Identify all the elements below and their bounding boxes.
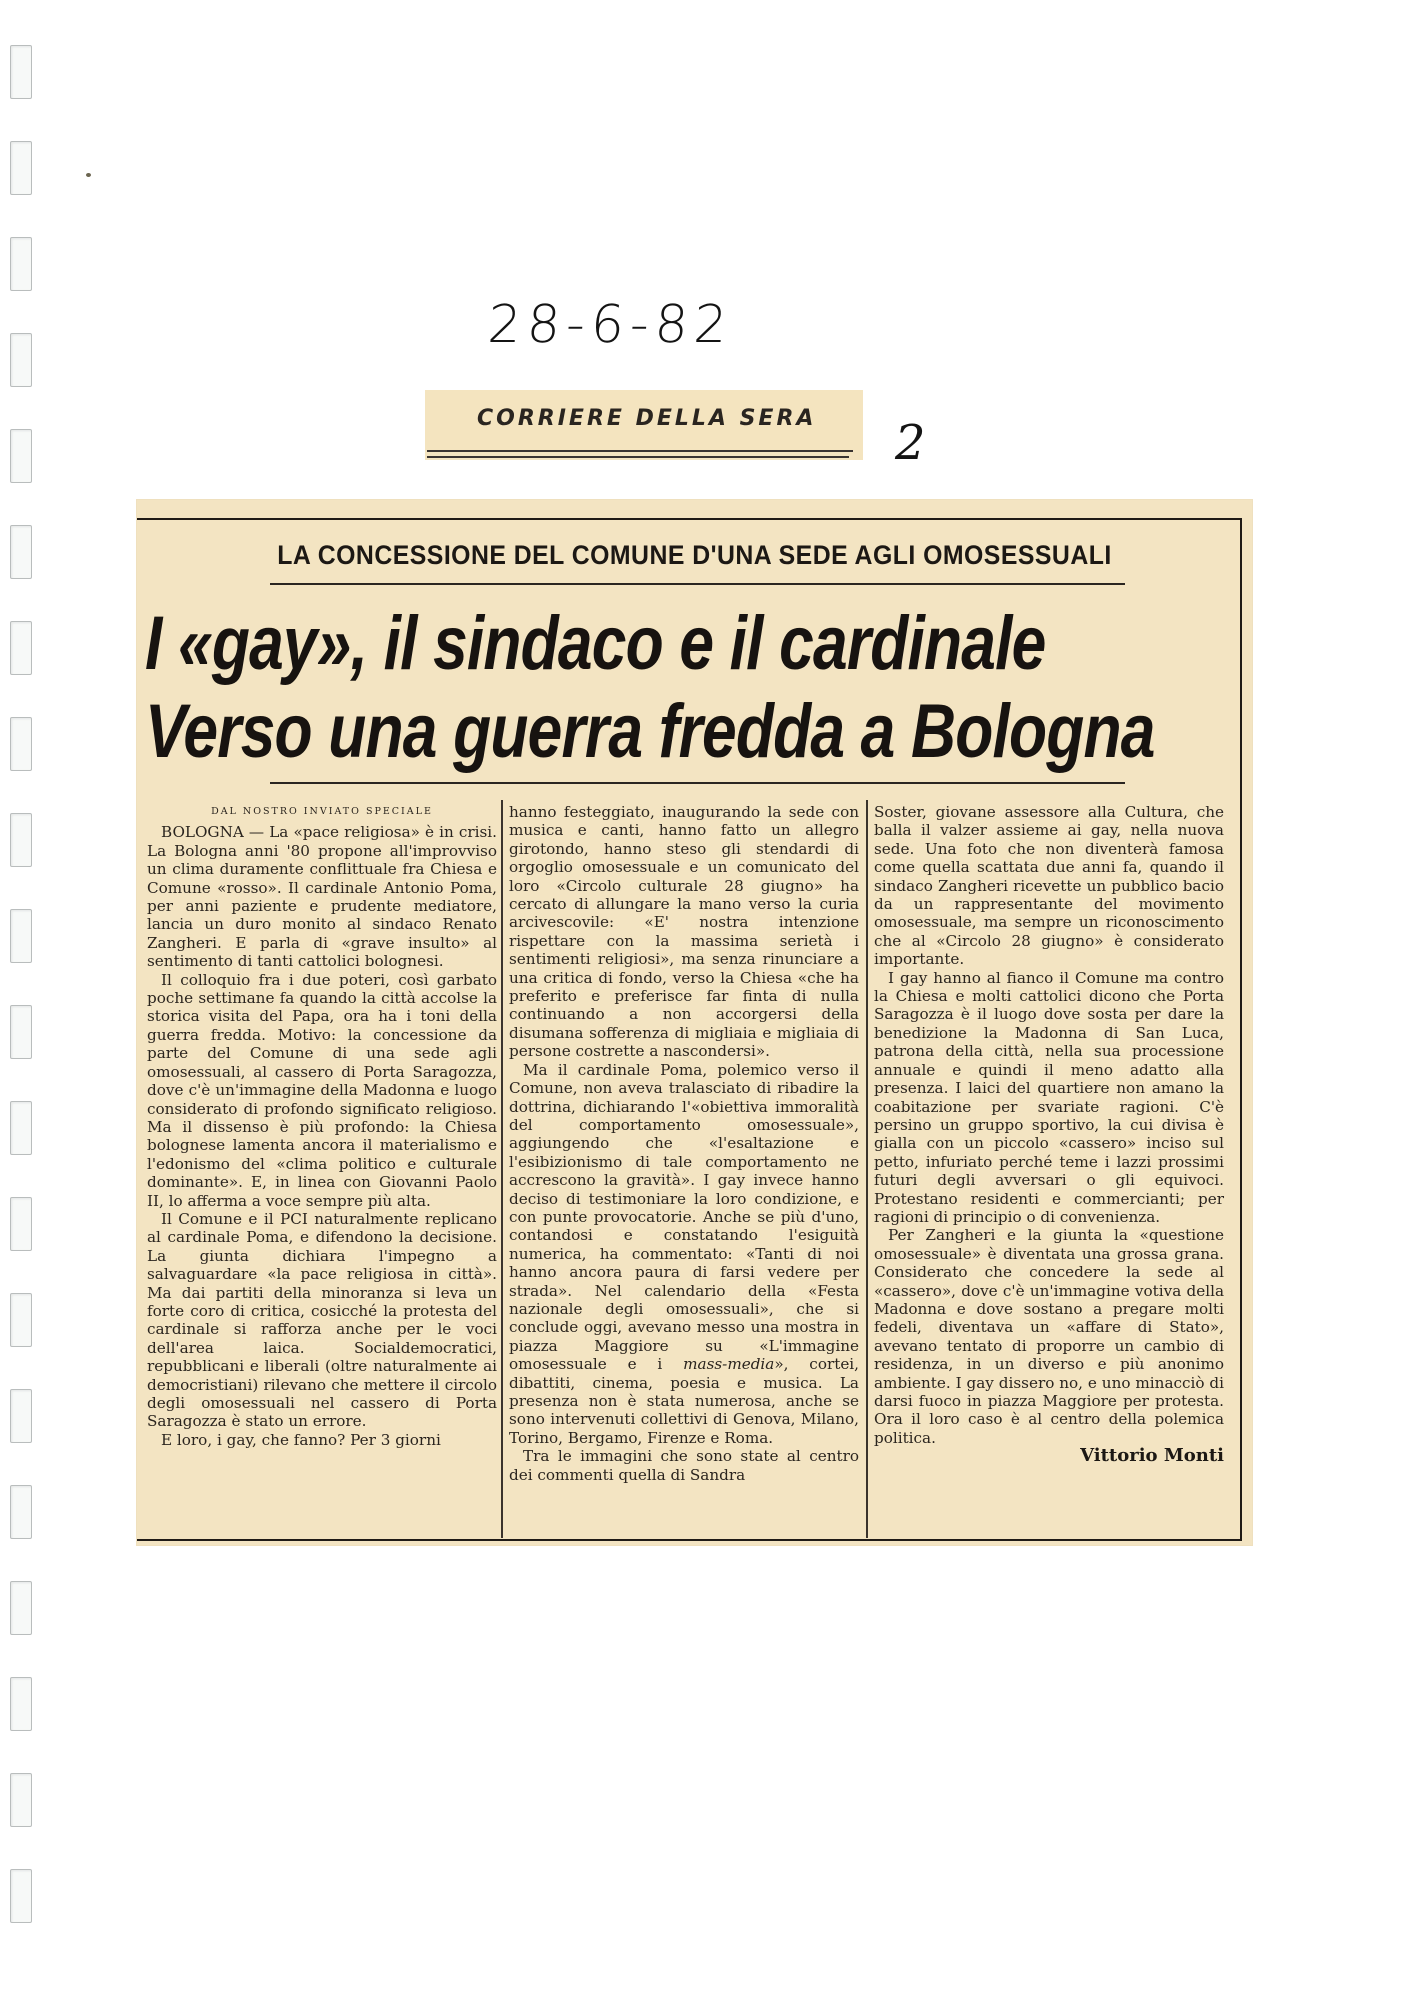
article-clipping [137,500,1252,1545]
newspaper-name: CORRIERE DELLA SERA [477,406,817,431]
article-column-3 [874,803,1224,1466]
handwritten-date: 28-6-82 [485,295,736,355]
paragraph: I gay hanno al fianco il Comune ma contro la Chiesa e molti cattolici dicono che Porta Saragozza è il luogo dove sosta per dare la benedizione la Madonna di San Luca, patrona della città, nella sua processione annuale e quindi il meno adatto alla presenza. I laici del quartiere non amano la coabitazione per svariate ragioni. C'è persino un gruppo sportivo, la cui divisa è gialla con un piccolo «cassero» inciso sul petto, infuriato perché teme i lazzi prossimi futuri degli avversari o gli equivoci. Protestano residenti e commercianti; per ragioni di principio o di convenienza. [874,968,1224,1226]
italic-term: mass-media [683,1355,775,1374]
binder-hole [10,45,32,99]
binder-hole [10,621,32,675]
binder-hole [10,141,32,195]
paragraph: E loro, i gay, che fanno? Per 3 giorni [161,1430,441,1449]
paragraph: Il Comune e il PCI naturalmente replicano al cardinale Poma, e difendono la decisione. La giunta dichiara l'impegno a salvaguardare «la pace religiosa in città». Ma dai partiti della minoranza si leva un forte coro di critica, cosicché la protesta del cardinale si rafforza anche per le voci dell'area laica. Socialdemocratici, repubblicani e liberali (oltre naturalmente ai democristiani) rilevano che mettere il circolo degli omosessuali nel cassero di Porta Saragozza è stato un errore. [147,1209,497,1431]
author-signature: Vittorio Monti [1080,1445,1224,1467]
headline-rule [270,782,1125,784]
headline-line-2: Verso una guerra fredda a Bologna [145,689,1155,774]
binder-hole [10,1101,32,1155]
binder-hole [10,1485,32,1539]
column-separator [501,800,503,1538]
paragraph: Per Zangheri e la giunta la «questione omosessuale» è diventata una grossa grana. Considerato che concedere la sede al «cassero», dove c'è un'immagine votiva della Madonna e dove sostano a pregare molti fedeli, diventava un «affare di Stato», avevano tentato di proporre un cambio di residenza, in un diverso e più anonimo ambiente. I gay dissero no, e uno minacciò di darsi fuoco in piazza Maggiore per protesta. Ora il loro caso è al centro della polemica politica. [874,1226,1224,1447]
frame-border [137,1539,1242,1541]
paragraph: Tra le immagini che sono state al centro dei commenti quella di Sandra [509,1447,859,1484]
masthead-clipping [425,390,863,460]
binder-hole [10,1773,32,1827]
handwritten-page-number: 2 [895,415,926,471]
binder-hole [10,813,32,867]
masthead-rule [427,450,853,452]
binder-hole [10,525,32,579]
paragraph: Il colloquio fra i due poteri, così garbato poche settimane fa quando la città accolse la storica visita del Papa, ora ha i toni della guerra fredda. Motivo: la concessione da parte del Comune di una sede agli omosessuali, al cassero di Porta Saragozza, dove c'è un'immagine della Madonna e luogo considerato di profondo significato religioso. Ma il dissenso è più profondo: la Chiesa bolognese lamenta ancora il materialismo e l'edonismo del «clima politico e culturale dominante». E, in linea con Giovanni Paolo II, lo afferma a voce sempre più alta. [147,970,497,1210]
binder-hole [10,1293,32,1347]
binder-hole [10,1389,32,1443]
binder-hole [10,717,32,771]
dateline: BOLOGNA — [161,823,265,842]
binder-hole [10,1197,32,1251]
article-column-2 [509,803,859,1484]
headline-line-1: I «gay», il sindaco e il cardinale [145,601,1046,686]
column-separator [866,800,868,1538]
binder-hole [10,1677,32,1731]
article-headline [145,600,1155,776]
article-column-1 [147,803,497,1449]
paragraph: Ma il cardinale Poma, polemico verso il Comune, non aveva tralasciato di ribadire la dottrina, dichiarando l'«obiettiva immoralità del comportamento omosessuale», aggiungendo che «l'esaltazione e l'esibizionismo di tale comportamento ne accrescono la gravità». I gay invece hanno deciso di testimoniare la loro condizione, e con punte provocatorie. Anche se più d'uno, contandosi e constatando l'esiguità numerica, ha commentato: «Tanti di noi hanno ancora paura di farsi vedere per strada». Nel calendario della «Festa nazionale degli omosessuali», che si conclude oggi, avevano messo una mostra in piazza Maggiore su «L'immagine omosessuale e i mass-media», cortei, dibattiti, cinema, poesia e musica. La presenza non è stata numerosa, anche se sono intervenuti collettivi di Genova, Milano, Torino, Bergamo, Firenze e Roma. [509,1060,859,1447]
binder-hole [10,237,32,291]
binder-hole [10,429,32,483]
paragraph: Soster, giovane assessore alla Cultura, che balla il valzer assieme ai gay, nella nuova sede. Una foto che non diventerà famosa come quella scattata due anni fa, quando il sindaco Zangheri ricevette un pubblico bacio da un rappresentante del movimento omosessuale, ma sempre un riconoscimento che al «Circolo 28 giugno» è considerato importante. [874,803,1224,969]
binder-hole [10,1005,32,1059]
binder-hole [10,333,32,387]
masthead-rule [427,456,849,458]
paragraph: hanno festeggiato, inaugurando la sede con musica e canti, hanno fatto un allegro girotondo, hanno steso gli stendardi di orgoglio omosessuale e un comunicato del loro «Circolo culturale 28 giugno» ha cercato di allungare la mano verso la curia arcivescovile: «E' nostra intenzione rispettare con la massima serietà i sentimenti religiosi», ma senza rinunciare a una critica di fondo, verso la Chiesa «che ha preferito e preferisce far finta di nulla continuando a non accorgersi della disumana sofferenza di migliaia e migliaia di persone costrette a nascondersi». [509,803,859,1061]
binder-hole [10,1581,32,1635]
binder-hole [10,909,32,963]
kicker-rule [270,583,1125,585]
frame-border [137,518,1242,520]
binder-hole [10,1869,32,1923]
byline-special-correspondent: DAL NOSTRO INVIATO SPECIALE [211,806,433,817]
paper-speck [86,173,91,177]
article-kicker: LA CONCESSIONE DEL COMUNE D'UNA SEDE AGLI OMOSESSUALI [277,540,1112,570]
paragraph: BOLOGNA — La «pace religiosa» è in crisi. La Bologna anni '80 propone all'improvviso un clima duramente conflittuale fra Chiesa e Comune «rosso». Il cardinale Antonio Poma, per anni paziente e prudente mediatore, lancia un duro monito al sindaco Renato Zangheri. E parla di «grave insulto» al sentimento di tanti cattolici bolognesi. [147,823,497,971]
frame-border [1240,518,1242,1541]
